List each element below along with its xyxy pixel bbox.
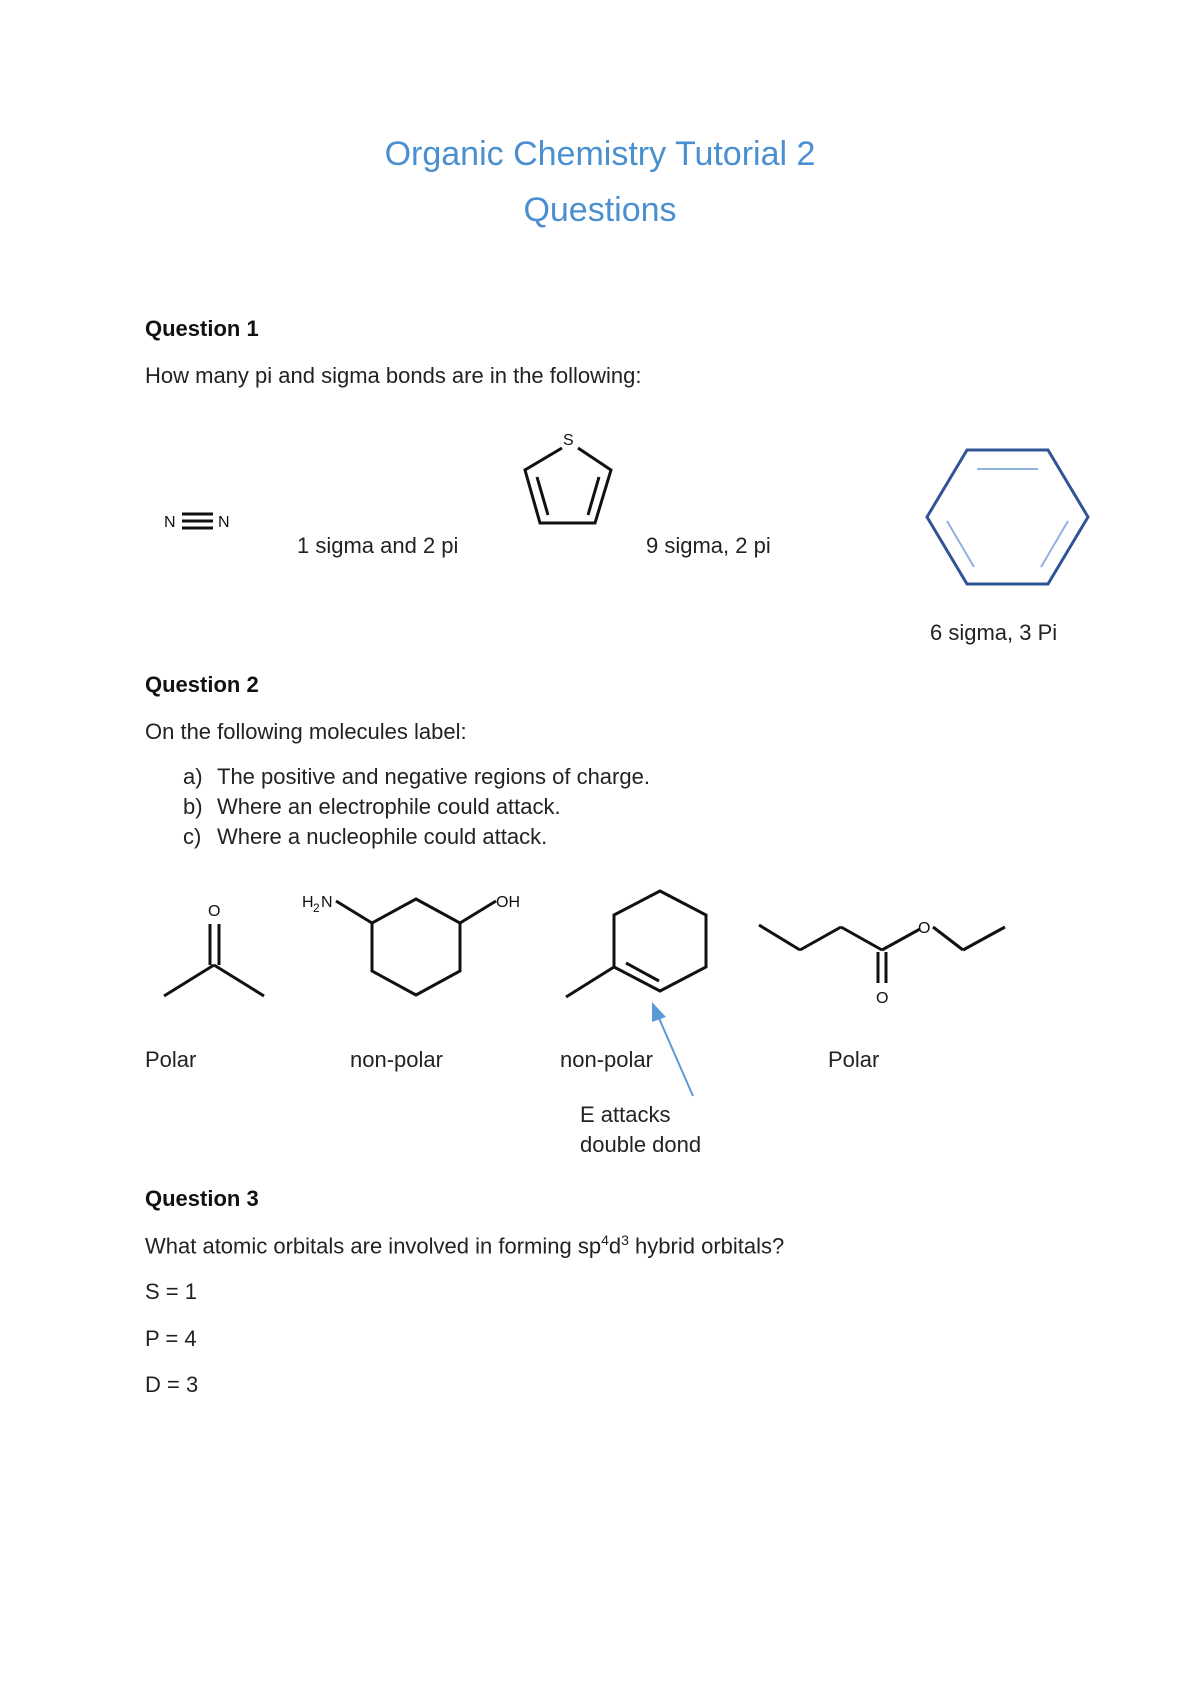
- answer-acetone: Polar: [145, 1047, 197, 1072]
- list-item: [183, 794, 561, 820]
- list-item-text: The positive and negative regions of charge.: [217, 764, 650, 789]
- atom-h: H: [302, 894, 314, 911]
- atom-n-left: N: [164, 514, 176, 531]
- superscript: 3: [621, 1232, 629, 1248]
- answer-d: D = 3: [145, 1372, 199, 1397]
- list-item: [183, 764, 650, 790]
- ethyl-butanoate-structure: [755, 915, 1015, 1015]
- answer-benzene: 6 sigma, 3 Pi: [930, 620, 1058, 645]
- atom-o: O: [208, 903, 221, 920]
- prompt-text: hybrid orbitals?: [628, 1233, 785, 1259]
- acetone-structure: [160, 900, 270, 1000]
- question-3-prompt: [145, 1232, 784, 1259]
- answer-methylcyclohexene: non-polar: [560, 1047, 653, 1072]
- dinitrogen-structure: [160, 505, 240, 535]
- question-1-prompt: How many pi and sigma bonds are in the following:: [145, 363, 642, 388]
- aminocyclohexanol-structure: [300, 885, 530, 1015]
- atom-n-right: N: [218, 514, 230, 531]
- atom-o-ester: O: [918, 920, 931, 937]
- question-2-prompt: On the following molecules label:: [145, 719, 467, 744]
- atom-oh: OH: [496, 894, 520, 911]
- answer-p: P = 4: [145, 1326, 197, 1351]
- annotation-line-2: double dond: [580, 1132, 702, 1157]
- atom-n: N: [321, 894, 333, 911]
- superscript: 4: [601, 1232, 609, 1248]
- list-marker: b): [183, 794, 203, 819]
- question-2-heading: Question 2: [145, 672, 259, 697]
- prompt-text: d: [608, 1233, 622, 1259]
- benzene-structure: [925, 445, 1095, 590]
- answer-thiophene: 9 sigma, 2 pi: [646, 533, 771, 558]
- answer-ethyl-butanoate: Polar: [828, 1047, 880, 1072]
- page-title: Organic Chemistry Tutorial 2: [384, 135, 816, 173]
- page-subtitle: Questions: [523, 191, 677, 229]
- subscript-2: 2: [313, 901, 320, 915]
- electrophile-arrow: [640, 1000, 700, 1110]
- question-1-heading: Question 1: [145, 316, 259, 341]
- arrow-head: [652, 1002, 666, 1022]
- list-marker: c): [183, 824, 202, 849]
- thiophene-structure: [515, 425, 625, 535]
- prompt-text: What atomic orbitals are involved in forming sp: [145, 1233, 602, 1259]
- list-item-text: Where an electrophile could attack.: [217, 794, 561, 819]
- list-item-text: Where a nucleophile could attack.: [217, 824, 548, 849]
- double-bond-line: [626, 963, 659, 981]
- atom-s: S: [563, 432, 574, 449]
- question-3-heading: Question 3: [145, 1186, 259, 1211]
- answer-s: S = 1: [145, 1279, 197, 1304]
- methylcyclohexene-structure: [560, 885, 730, 1015]
- answer-aminocyclohexanol: non-polar: [350, 1047, 443, 1072]
- answer-dinitrogen: 1 sigma and 2 pi: [297, 533, 459, 558]
- list-marker: a): [183, 764, 203, 789]
- annotation-line-1: E attacks: [580, 1102, 671, 1127]
- atom-o-carbonyl: O: [876, 990, 889, 1007]
- list-item: [183, 824, 547, 850]
